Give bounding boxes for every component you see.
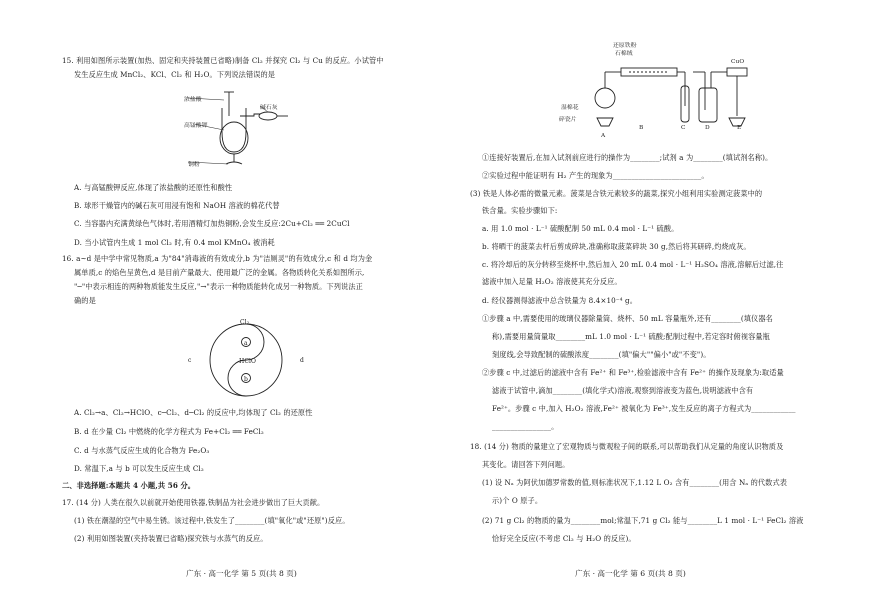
q17-3-q1-line-1: ①步骤 a 中,需要使用的玻璃仪器除量筒、烧杯、50 mL 容量瓶外,还有________(填仪器名: [482, 314, 773, 323]
q17-3-q1-line-3: 刻度线,会导致配制的硫酸浓度________(填"偏大""偏小"或"不变")。: [492, 350, 711, 359]
q17-line-3: (2) 利用如图装置(夹持装置已省略)探究铁与水蒸气的反应。: [74, 534, 268, 543]
q17-3-line-1: (3) 铁是人体必需的微量元素。菠菜是含铁元素较多的蔬菜,探究小组利用实验测定菠菜中的: [470, 189, 763, 198]
q17-fig-label-e: E: [737, 125, 742, 131]
q15-option-c: C. 当容器内充满黄绿色气体时,若用酒精灯加热铜粉,会发生反应:2Cu+Cl₂ ══ 2CuCl: [74, 219, 350, 228]
q17-fig-label-porcelain: 碎瓷片: [559, 117, 577, 123]
q16-fig-a: a: [244, 340, 248, 347]
left-page-footer: 广东 · 高一化学 第 5 页(共 8 页): [186, 569, 297, 578]
q17-3-q2-line-3: Fe²⁺。步骤 c 中,加入 H₂O₂ 溶液,Fe²⁺ 被氧化为 Fe³⁺,发生反应的离子方程式为____________: [492, 404, 796, 413]
q15-line-1: 15. 利用如图所示装置(加热、固定和夹持装置已省略)制备 Cl₂ 并探究 Cl₂ 与 Cu 的反应。小试管中: [62, 56, 384, 65]
q16-line-2: 属单质,c 的焰色呈黄色,d 是目前产量最大、使用最广泛的金属。各物质转化关系如图所示,: [74, 268, 365, 277]
q17-fig-label-wetcotton: 湿棉花: [561, 105, 579, 111]
q17-fig-label-a: A: [601, 133, 606, 139]
q18-line-2: 其变化。请回答下列问题。: [482, 460, 570, 469]
q17-3-q2-line-4: ________________。: [492, 422, 559, 431]
section-2-heading: 二、非选择题:本题共 4 小题,共 56 分。: [62, 481, 196, 490]
q17-line-1: 17. (14 分) 人类在很久以前就开始使用铁器,铁制品为社会进步做出了巨大贡献。: [62, 498, 325, 507]
q18-1-line-2: 示)个 O 原子。: [492, 496, 543, 505]
q17-line-2: (1) 铁在潮湿的空气中易生锈。该过程中,铁发生了________(填"氧化"或"还原")反应。: [74, 516, 350, 525]
q15-option-a: A. 与高锰酸钾反应,体现了浓盐酸的还原性和酸性: [74, 183, 233, 192]
q17-3-step-b: b. 将晒干的菠菜去杆后剪成碎块,准确称取菠菜碎块 30 g,然后将其研碎,灼烧成灰。: [482, 242, 751, 251]
q17-3-step-a: a. 用 1.0 mol · L⁻¹ 硫酸配制 50 mL 0.4 mol · L⁻¹ 硫酸。: [482, 224, 679, 233]
q16-option-d: D. 常温下,a 与 b 可以发生反应生成 Cl₂: [74, 464, 204, 473]
q17-3-step-c-2: 滤液中加入足量 H₂O₂ 溶液使其充分反应。: [482, 277, 622, 286]
q16-fig-c: c: [188, 357, 192, 364]
q16-option-a: A. Cl₂→a、Cl₂→HClO、c─Cl₂、d─Cl₂ 的反应中,均体现了 Cl₂ 的还原性: [74, 408, 313, 417]
q18-1-line-1: (1) 设 Nₐ 为阿伏加德罗常数的值,则标准状况下,1.12 L O₂ 含有________(用含 Nₐ 的代数式表: [482, 478, 788, 487]
q18-2-line-2: 恰好完全反应(不考虑 Cl₂ 与 H₂O 的反应)。: [492, 534, 636, 543]
q15-line-2: 发生反应生成 MnCl₂、KCl、Cl₂ 和 H₂O。下列说法错误的是: [74, 70, 276, 79]
q17-apparatus-figure: [581, 36, 751, 136]
q17-fig-label-asbestos: 石棉绒: [615, 51, 633, 57]
q17-fig-label-b: B: [639, 125, 644, 131]
q16-fig-b: b: [244, 376, 248, 383]
q17-3-step-d: d. 经仪器测得滤液中总含铁量为 8.4×10⁻⁴ g。: [482, 296, 638, 305]
q16-line-4: 确的是: [74, 296, 96, 305]
q16-fig-d: d: [300, 357, 304, 364]
q16-line-1: 16. a~d 是中学中常见物质,a 为"84"消毒液的有效成分,b 为"洁厕灵"的有效成分,c 和 d 均为金: [62, 254, 373, 263]
q16-option-b: B. d 在少量 Cl₂ 中燃烧的化学方程式为 Fe+Cl₂ ══ FeCl₂: [74, 427, 264, 436]
q16-option-c: C. d 与水蒸气反应生成的化合物为 Fe₂O₃: [74, 446, 210, 455]
q16-line-3: "─"中表示相连的两种物质能发生反应,"→"表示一种物质能转化成另一种物质。下列说法正: [74, 282, 363, 291]
q15-fig-label-cu: 铜粉: [188, 162, 200, 168]
q17-fig-label-cuo: CuO: [731, 59, 745, 65]
right-page: [435, 0, 870, 615]
q18-line-1: 18. (14 分) 物质的量建立了宏观物质与微观粒子间的联系,可以帮助我们从定量的角度认识物质及: [470, 442, 784, 451]
q15-option-d: D. 当小试管内生成 1 mol Cl₂ 时,有 0.4 mol KMnO₄ 被消耗: [74, 238, 275, 247]
q17-cont-2: ②实验过程中能证明有 H₂ 产生的现象为________________________。: [482, 171, 709, 180]
q17-fig-label-d: D: [705, 125, 710, 131]
q18-2-line-1: (2) 71 g Cl₂ 的物质的量为________mol;常温下,71 g Cl₂ 能与________L 1 mol · L⁻¹ FeCl₂ 溶液: [482, 516, 804, 525]
q15-option-b: B. 球形干燥管内的碱石灰可用浸有饱和 NaOH 溶液的棉花代替: [74, 201, 280, 210]
q17-fig-label-c: C: [681, 125, 686, 131]
q15-fig-label-acid: 浓盐酸: [184, 97, 202, 103]
q17-3-q2-line-1: ②步骤 c 中,过滤后的滤液中含有 Fe²⁺ 和 Fe³⁺,检验滤液中含有 Fe²⁺ 的操作及现象为:取适量: [482, 368, 784, 377]
q17-3-step-c-1: c. 将冷却后的灰分转移至烧杯中,然后加入 20 mL 0.4 mol · L⁻¹ H₂SO₄ 溶液,溶解后过滤,往: [482, 260, 784, 269]
q16-fig-hclo: HClO: [239, 358, 257, 365]
q17-cont-1: ①连接好装置后,在加入试剂前应进行的操作为________;试剂 a 为________(填试剂名称)。: [482, 153, 773, 162]
q17-3-q1-line-2: 称),需要用量筒量取________mL 1.0 mol · L⁻¹ 硫酸;配制过程中,若定容时俯视容量瓶: [492, 332, 770, 341]
q16-fig-cl2: Cl₂: [240, 319, 250, 326]
q15-fig-label-sodalime: 碱石灰: [260, 105, 278, 111]
q17-fig-label-iron: 还原铁粉: [613, 43, 637, 49]
right-page-footer: 广东 · 高一化学 第 6 页(共 8 页): [575, 569, 686, 578]
q17-3-q2-line-2: 滤液于试管中,滴加________(填化学式)溶液,观察到溶液变为蓝色,说明滤液中含有: [492, 386, 754, 395]
q15-fig-label-kmno4: 高锰酸钾: [184, 123, 208, 129]
q17-3-line-2: 铁含量。实验步骤如下:: [482, 206, 558, 215]
